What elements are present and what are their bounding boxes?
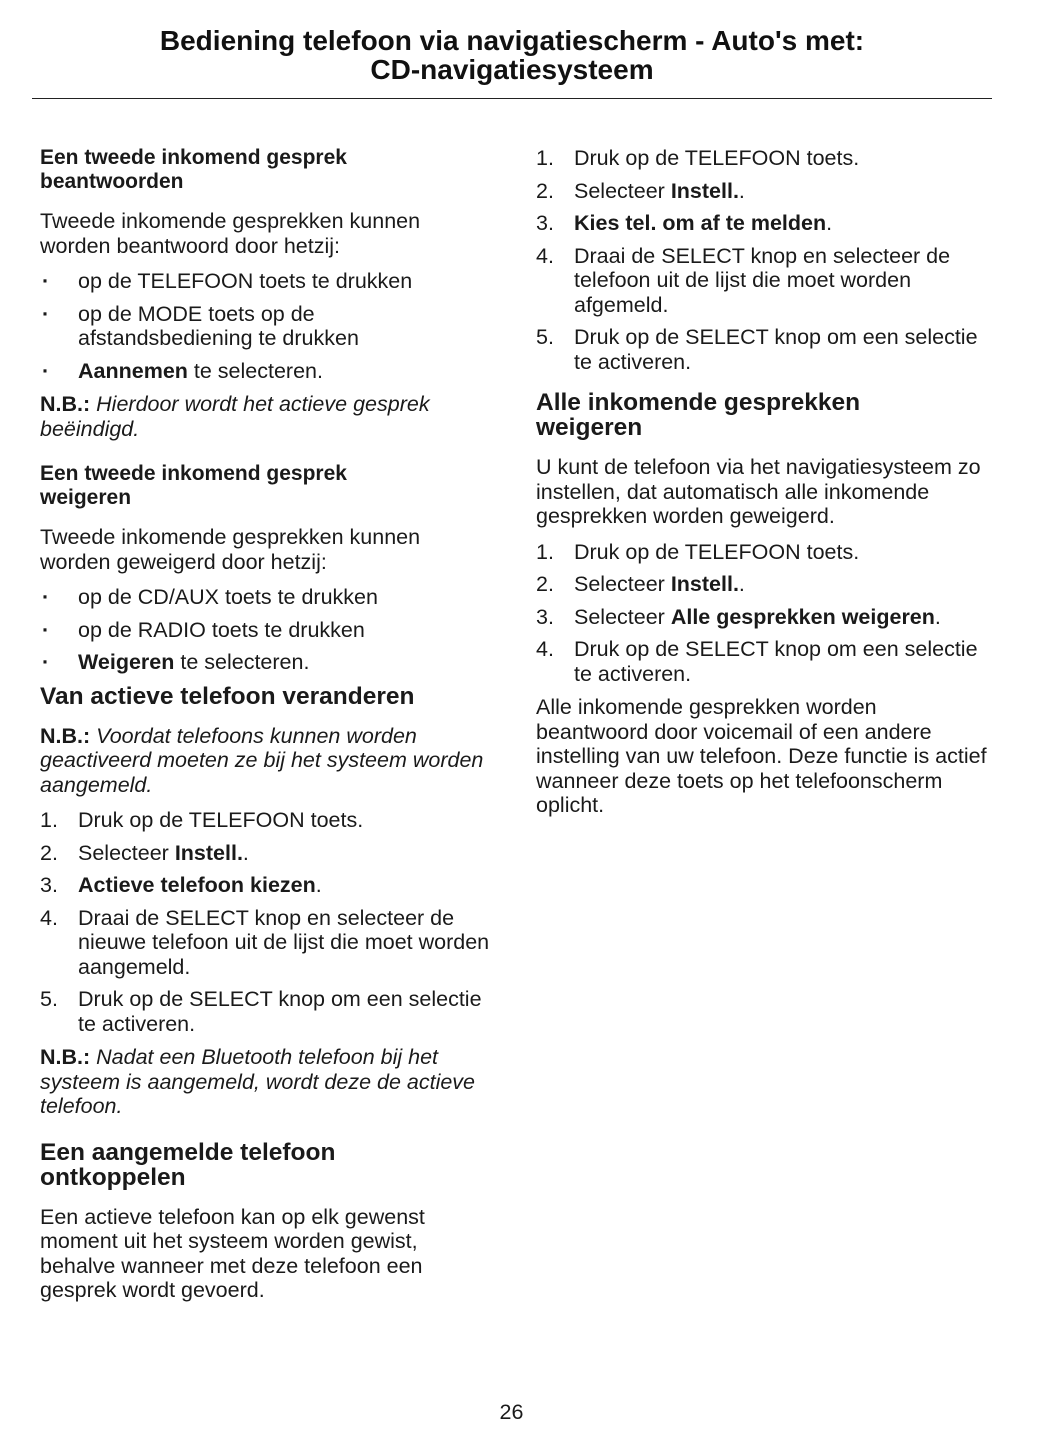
step-number: 1.: [536, 146, 554, 170]
page-number: 26: [499, 1400, 524, 1424]
heading-line: Een tweede inkomend gesprek: [40, 462, 347, 485]
step-text: Draai de SELECT knop en selecteer de nieuwe telefoon uit de lijst die moet worden aangemeld.: [78, 905, 490, 979]
step-item: [40, 906, 492, 980]
step-bold-term: Alle gesprekken weigeren: [670, 604, 935, 629]
step-text: Selecteer: [574, 178, 671, 203]
note-bluetooth-active: [40, 1045, 492, 1119]
bullet-list-answer: [40, 269, 492, 383]
heading-line: ontkoppelen: [40, 1163, 186, 1191]
step-text: Selecteer: [574, 604, 671, 629]
page-title-line-1: Bediening telefoon via navigatiescherm - Auto's met:: [159, 25, 865, 56]
step-item: [40, 808, 492, 833]
step-number: 1.: [40, 808, 58, 832]
note-pairing-required: [40, 724, 492, 798]
bullet-item: [40, 618, 492, 643]
step-text: Druk op de TELEFOON toets.: [574, 146, 860, 170]
step-bold-term: Actieve telefoon kiezen: [78, 873, 316, 897]
section-heading-disconnect-phone: [40, 1140, 492, 1190]
step-bold-term: Kies tel. om af te melden: [574, 211, 827, 235]
heading-line: Een aangemelde telefoon: [40, 1138, 336, 1166]
note-label: N.B.:: [40, 1045, 91, 1069]
step-text: .: [738, 572, 745, 596]
note-label: N.B.:: [40, 392, 91, 416]
bullet-text: te selecteren.: [187, 358, 323, 383]
step-item: [536, 325, 988, 374]
bullet-list-reject: [40, 585, 492, 675]
paragraph-reject-all-info: Alle inkomende gesprekken worden beantwoord door voicemail of een andere instelling van uw telefoon. Deze functie is actief wanneer deze toets op het telefoonscherm oplicht.: [536, 695, 987, 817]
heading-line: beantwoorden: [40, 170, 184, 193]
title-divider: [32, 98, 992, 99]
bullet-bold-term: Aannemen: [78, 358, 188, 383]
step-number: 3.: [536, 604, 554, 629]
step-number: 3.: [40, 873, 58, 897]
note-text: Hierdoor wordt het actieve gesprek beëindigd.: [40, 392, 430, 441]
step-item: [40, 841, 492, 866]
steps-reject-all: [536, 540, 988, 687]
note-text: Voordat telefoons kunnen worden geactiveerd moeten ze bij het systeem worden aangemeld.: [40, 723, 484, 797]
step-text: Selecteer: [78, 840, 175, 865]
section-heading-second-call-answer: [40, 146, 492, 194]
step-text: Druk op de SELECT knop om een selectie te activeren.: [574, 325, 978, 374]
step-text: .: [934, 604, 941, 629]
paragraph-disconnect: Een actieve telefoon kan op elk gewenst moment uit het systeem worden gewist, behalve wanneer met deze telefoon een gesprek wordt gevoerd.: [40, 1204, 425, 1302]
heading-line: Een tweede inkomend gesprek: [40, 146, 347, 169]
step-text: .: [826, 211, 833, 235]
note-text: Nadat een Bluetooth telefoon bij het systeem is aangemeld, wordt deze de actieve telefoon.: [40, 1045, 476, 1118]
bullet-item: [40, 302, 492, 351]
step-number: 2.: [536, 572, 554, 596]
step-text: Druk op de TELEFOON toets.: [574, 539, 860, 564]
bullet-text: op de MODE toets op de afstandsbediening te drukken: [78, 301, 359, 350]
paragraph-reject-intro: Tweede inkomende gesprekken kunnen worden geweigerd door hetzij:: [40, 525, 421, 574]
step-number: 1.: [536, 539, 554, 564]
step-number: 3.: [536, 211, 554, 235]
step-number: 2.: [536, 178, 554, 203]
step-item: [40, 873, 492, 898]
step-text: Draai de SELECT knop en selecteer de telefoon uit de lijst die moet worden afgemeld.: [574, 243, 951, 317]
right-column: [536, 146, 988, 829]
page-title: [32, 26, 992, 84]
paragraph-answer-intro: Tweede inkomende gesprekken kunnen worden beantwoord door hetzij:: [40, 209, 421, 258]
step-item: [536, 244, 988, 318]
heading-line: weigeren: [40, 486, 132, 509]
step-bold-term: Instell.: [670, 178, 739, 203]
steps-change-phone: [40, 808, 492, 1036]
bullet-item: [40, 585, 492, 610]
step-number: 4.: [40, 905, 58, 930]
steps-disconnect-phone: [536, 146, 988, 374]
step-item: [536, 179, 988, 204]
heading-line: weigeren: [536, 414, 643, 441]
step-bold-term: Instell.: [670, 572, 739, 596]
step-bold-term: Instell.: [174, 840, 243, 865]
step-number: 4.: [536, 243, 554, 268]
bullet-item: [40, 359, 492, 384]
note-call-ended: [40, 392, 492, 441]
section-heading-second-call-reject: [40, 462, 492, 510]
step-text: Druk op de SELECT knop om een selectie te activeren.: [574, 637, 978, 686]
bullet-text: te selecteren.: [174, 650, 310, 674]
step-text: .: [242, 840, 249, 865]
step-number: 5.: [536, 325, 554, 349]
note-label: N.B.:: [40, 723, 91, 748]
step-text: .: [315, 873, 322, 897]
bullet-text: op de RADIO toets te drukken: [78, 617, 365, 642]
step-text: Selecteer: [574, 572, 671, 596]
bullet-text: op de TELEFOON toets te drukken: [78, 269, 413, 293]
paragraph-reject-all-intro: U kunt de telefoon via het navigatiesysteem zo instellen, dat automatisch alle inkomende gesprekken worden geweigerd.: [536, 455, 981, 528]
bullet-item: [40, 269, 492, 294]
heading-line: Alle inkomende gesprekken: [536, 389, 861, 416]
page-title-line-2: CD-navigatiesysteem: [370, 54, 654, 85]
step-text: Druk op de TELEFOON toets.: [78, 808, 364, 832]
step-number: 2.: [40, 840, 58, 865]
step-text: Druk op de SELECT knop om een selectie te activeren.: [78, 987, 482, 1036]
step-item: [40, 987, 492, 1036]
step-item: [536, 146, 988, 171]
step-number: 4.: [536, 637, 554, 661]
step-number: 5.: [40, 987, 58, 1011]
section-heading-reject-all: [536, 390, 988, 440]
bullet-item: [40, 650, 492, 675]
step-item: [536, 572, 988, 597]
section-heading-change-phone: Van actieve telefoon veranderen: [40, 682, 415, 710]
step-item: [536, 540, 988, 565]
bullet-bold-term: Weigeren: [78, 650, 175, 674]
step-item: [536, 211, 988, 236]
left-column: [40, 146, 492, 1314]
step-item: [536, 637, 988, 686]
bullet-text: op de CD/AUX toets te drukken: [78, 585, 378, 609]
step-item: [536, 605, 988, 630]
step-text: .: [738, 178, 745, 203]
